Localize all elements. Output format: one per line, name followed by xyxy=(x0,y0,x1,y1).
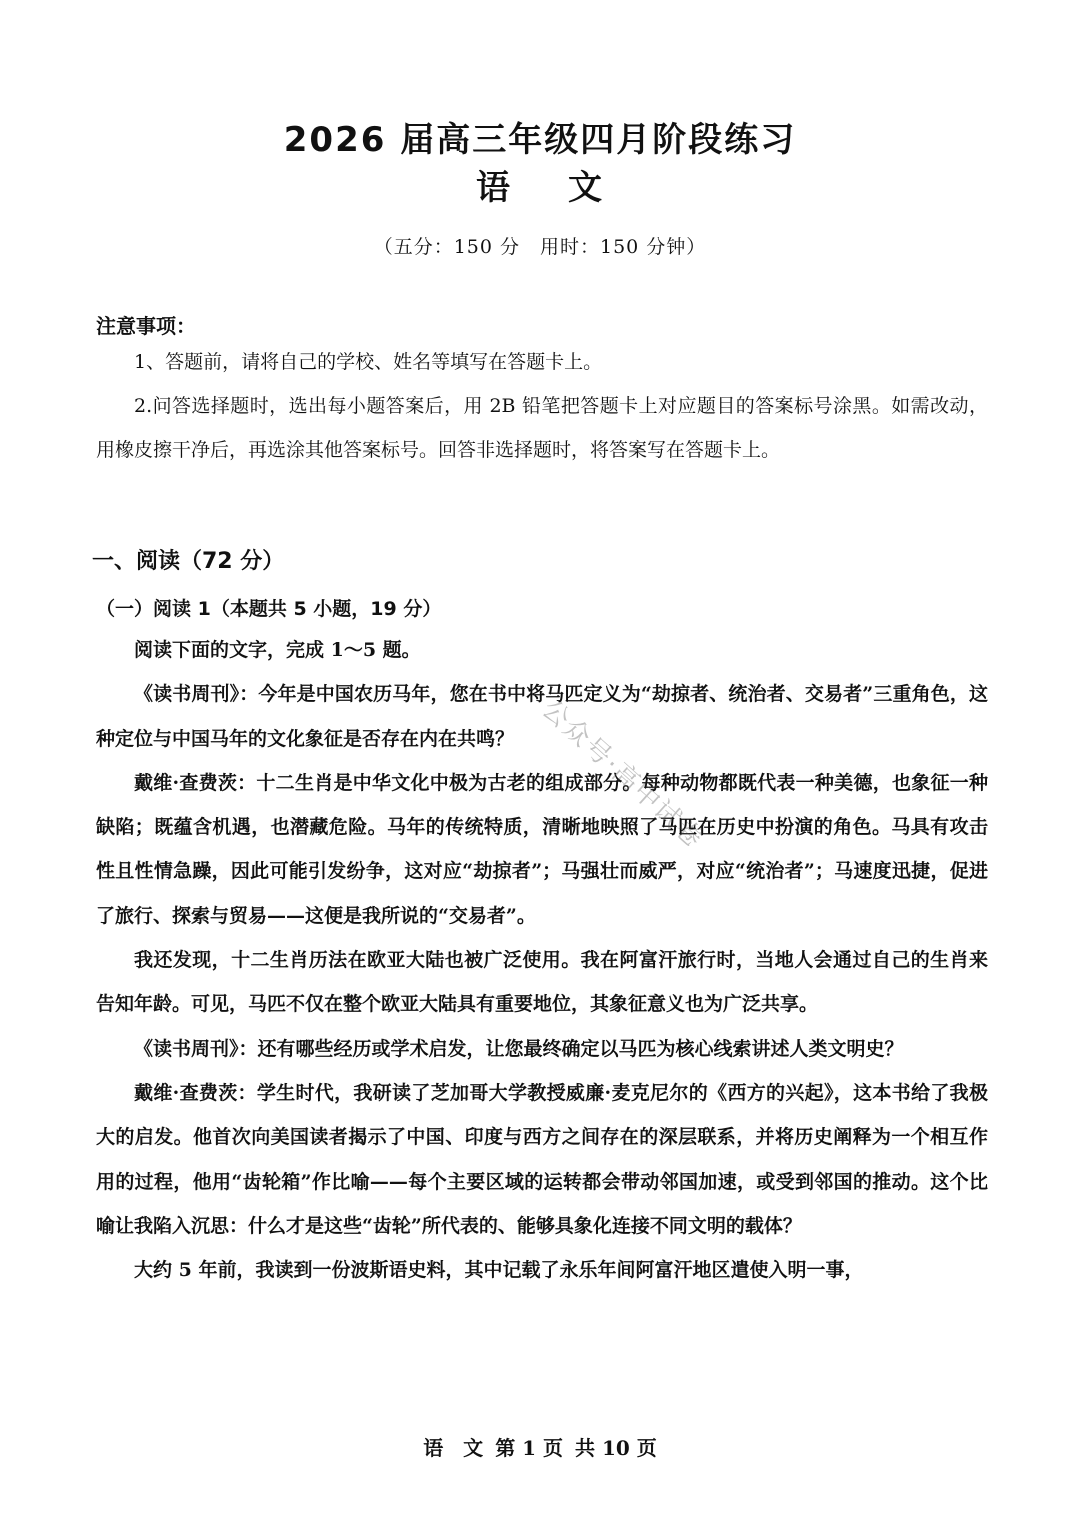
page-footer xyxy=(0,1432,1080,1461)
score-time-info: （五分：150 分 用时：150 分钟） xyxy=(373,236,707,258)
footer-total: 共 10 页 xyxy=(575,1436,657,1460)
reading-passage xyxy=(96,628,988,1292)
paragraph: 戴维·查费茨：学生时代，我研读了芝加哥大学教授威廉·麦克尼尔的《西方的兴起》，这本书给了我极大的启发。他首次向美国读者揭示了中国、印度与西方之间存在的深层联系，并将历史阐释为一个相互作用的过程，他用“齿轮箱”作比喻——每个主要区域的运转都会带动邻国加速，或受到邻国的推动。这个比喻让我陷入沉思：什么才是这些“齿轮”所代表的、能够具象化连接不同文明的载体？ xyxy=(96,1081,988,1237)
paragraph: 阅读下面的文字，完成 1～5 题。 xyxy=(134,639,421,661)
subject-char-2: 文 xyxy=(568,168,604,208)
subject-title xyxy=(0,160,1080,209)
note-item-2: 2.问答选择题时，选出每小题答案后，用 2B 铅笔把答题卡上对应题目的答案标号涂黑。如需改动，用橡皮擦干净后，再选涂其他答案标号。回答非选择题时，将答案写在答题卡上。 xyxy=(96,395,988,461)
footer-subject: 语 文 xyxy=(423,1436,484,1460)
watermark: 公众号·高中试卷 xyxy=(535,694,710,855)
notes-title: 注意事项： xyxy=(96,314,196,338)
paragraph: 《读书周刊》：还有哪些经历或学术启发，让您最终确定以马匹为核心线索讲述人类文明史？ xyxy=(134,1037,904,1060)
paragraph: 我还发现，十二生肖历法在欧亚大陆也被广泛使用。我在阿富汗旅行时，当地人会通过自己的生肖来告知年龄。可见，马匹不仅在整个欧亚大陆具有重要地位，其象征意义也为广泛共享。 xyxy=(96,949,988,1016)
subsection-title: （一）阅读 1（本题共 5 小题，19 分） xyxy=(96,598,442,620)
footer-page: 第 1 页 xyxy=(495,1436,564,1460)
paragraph: 大约 5 年前，我读到一份波斯语史料，其中记载了永乐年间阿富汗地区遣使入明一事， xyxy=(134,1259,864,1282)
paragraph: 戴维·查费茨：十二生肖是中华文化中极为古老的组成部分。每种动物都既代表一种美德，也象征一种缺陷；既蕴含机遇，也潜藏危险。马年的传统特质，清晰地映照了马匹在历史中扮演的角色。马具有攻击性且性情急躁，因此可能引发纷争，这对应“劫掠者”；马强壮而威严，对应“统治者”；马速度迅捷，促进了旅行、探索与贸易——这便是我所说的“交易者”。 xyxy=(96,771,988,927)
notes-list xyxy=(96,340,988,472)
paragraph: 《读书周刊》：今年是中国农历马年，您在书中将马匹定义为“劫掠者、统治者、交易者”三重角色，这种定位与中国马年的文化象征是否存在内在共鸣？ xyxy=(96,683,988,750)
subject-char-1: 语 xyxy=(476,168,512,208)
section-title: 一、阅读（72 分） xyxy=(92,549,285,574)
note-item-1: 1、答题前，请将自己的学校、姓名等填写在答题卡上。 xyxy=(134,351,603,373)
exam-title: 2026 届高三年级四月阶段练习 xyxy=(283,120,797,160)
